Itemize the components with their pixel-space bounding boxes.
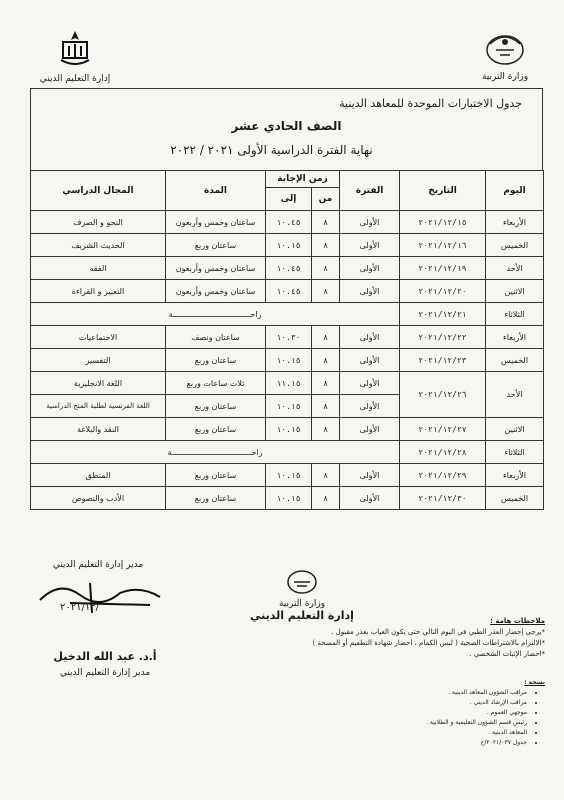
cell-period: الأولى xyxy=(340,418,400,441)
ministry-stamp-icon xyxy=(285,566,319,596)
cell-day: الأربعاء xyxy=(486,464,544,487)
cell-date: ٢٠٢١/١٢/٣٠ xyxy=(400,487,486,510)
cell-subject: التفسير xyxy=(31,349,166,372)
table-row xyxy=(31,234,544,257)
cell-subject: الحديث الشريف xyxy=(31,234,166,257)
cell-to: ١١.١٥ xyxy=(266,372,312,395)
copy-item: • رئيس قسم الشؤون التعليمية و الطلابية . xyxy=(300,718,527,728)
cell-duration: ثلاث ساعات وربع xyxy=(166,372,266,395)
copy-item: • موجهي العموم . xyxy=(300,708,527,718)
cell-period: الأولى xyxy=(340,326,400,349)
term-title: نهاية الفترة الدراسية الأولى ٢٠٢١ / ٢٠٢٢ xyxy=(170,143,373,157)
signature-title-top: مدير إدارة التعليم الديني xyxy=(52,560,144,570)
cell-rest: راحــــــــــــــــــــــــــــــــــة xyxy=(31,441,400,464)
copy-item: • مراقب الشؤون المعاهد الدينية . xyxy=(300,688,527,698)
cell-date: ٢٠٢١/١٢/٢٨ xyxy=(400,441,486,464)
cell-day: الأحد xyxy=(486,372,544,418)
table-row xyxy=(31,211,544,234)
cell-duration: ساعتان وخمس وأربعون xyxy=(166,280,266,303)
cell-duration: ساعتان وخمس وأربعون xyxy=(166,211,266,234)
copy-item: • المعاهد الدينية . xyxy=(300,728,527,738)
cell-to: ١٠.١٥ xyxy=(266,464,312,487)
table-row-rest xyxy=(31,303,544,326)
cell-subject: المنطق xyxy=(31,464,166,487)
cell-subject: اللغة الانجليزية xyxy=(31,372,166,395)
official-stamp xyxy=(242,566,362,622)
ministry-emblem-icon xyxy=(482,28,528,68)
cell-period: الأولى xyxy=(340,257,400,280)
religious-education-logo xyxy=(30,28,120,84)
cell-day: الخميس xyxy=(486,487,544,510)
table-row xyxy=(31,418,544,441)
stamp-line2: إدارة التعليم الديني xyxy=(250,609,354,622)
cell-to: ١٠.١٥ xyxy=(266,418,312,441)
religious-education-emblem-icon xyxy=(55,28,95,70)
cell-period: الأولى xyxy=(340,395,400,418)
cell-date: ٢٠٢١/١٢/٢٦ xyxy=(400,372,486,418)
cell-duration: ساعتان ونصف xyxy=(166,326,266,349)
cell-duration: ساعتان وربع xyxy=(166,464,266,487)
ministry-logo xyxy=(470,28,540,82)
cell-duration: ساعتان وربع xyxy=(166,418,266,441)
cell-subject: التعبير و القراءة xyxy=(31,280,166,303)
cell-from: ٨ xyxy=(312,257,340,280)
table-row xyxy=(31,372,544,395)
cell-day: الخميس xyxy=(486,234,544,257)
signature-date: ٢٠٢١/١٢/ xyxy=(60,602,99,613)
cell-period: الأولى xyxy=(340,280,400,303)
cell-day: الثلاثاء xyxy=(486,441,544,464)
cell-to: ١٠.١٥ xyxy=(266,395,312,418)
cell-from: ٨ xyxy=(312,487,340,510)
header-period: الفترة xyxy=(340,171,400,211)
cell-date: ٢٠٢١/١٢/٢١ xyxy=(400,303,486,326)
cell-day: الاثنين xyxy=(486,418,544,441)
copy-item: • جدول ٢٠٢١/٠٣٧/ح xyxy=(300,738,527,748)
table-row xyxy=(31,326,544,349)
cell-date: ٢٠٢١/١٢/٢٣ xyxy=(400,349,486,372)
handwritten-signature-icon xyxy=(30,575,180,620)
table-row xyxy=(31,349,544,372)
cell-from: ٨ xyxy=(312,372,340,395)
table-row xyxy=(31,257,544,280)
cell-to: ١٠.١٥ xyxy=(266,487,312,510)
cell-period: الأولى xyxy=(340,211,400,234)
cell-date: ٢٠٢١/١٢/١٦ xyxy=(400,234,486,257)
copy-item: • مراقب الإرشاد الديني . xyxy=(300,698,527,708)
signatory-title: مدير إدارة التعليم الديني xyxy=(59,668,151,678)
cell-date: ٢٠٢١/١٢/٢٢ xyxy=(400,326,486,349)
cell-from: ٨ xyxy=(312,395,340,418)
cell-subject: اللغة الفرنسية لطلبة المنح الدراسية xyxy=(31,395,166,418)
copies-list xyxy=(300,678,545,748)
note-item: *يرجى إحضار العذر الطبي في اليوم التالي حتى يكون الغياب بعذر مقبول . xyxy=(331,628,545,636)
cell-from: ٨ xyxy=(312,234,340,257)
title-box xyxy=(30,88,543,170)
cell-to: ١٠.١٥ xyxy=(266,349,312,372)
cell-from: ٨ xyxy=(312,280,340,303)
header-date: التاريخ xyxy=(400,171,486,211)
table-row xyxy=(31,280,544,303)
cell-duration: ساعتان وربع xyxy=(166,234,266,257)
cell-period: الأولى xyxy=(340,349,400,372)
cell-date: ٢٠٢١/١٢/١٥ xyxy=(400,211,486,234)
cell-to: ١٠.٤٥ xyxy=(266,257,312,280)
exam-schedule-table xyxy=(30,170,544,510)
cell-period: الأولى xyxy=(340,372,400,395)
cell-day: الاثنين xyxy=(486,280,544,303)
cell-duration: ساعتان وخمس وأربعون xyxy=(166,257,266,280)
cell-day: الأربعاء xyxy=(486,326,544,349)
cell-to: ١٠.٣٠ xyxy=(266,326,312,349)
header-day: اليوم xyxy=(486,171,544,211)
cell-day: الثلاثاء xyxy=(486,303,544,326)
cell-subject: النقد والبلاغة xyxy=(31,418,166,441)
stamp-line1: وزارة التربية xyxy=(278,599,326,609)
header-to: إلى xyxy=(266,188,312,211)
cell-from: ٨ xyxy=(312,326,340,349)
cell-date: ٢٠٢١/١٢/٢٠ xyxy=(400,280,486,303)
cell-rest: راحـــــــــــــــــــــــــــــــــة xyxy=(31,303,400,326)
cell-day: الأحد xyxy=(486,257,544,280)
signatory-name: أ.د. عبد الله الدخيل xyxy=(53,650,157,663)
cell-to: ١٠.٤٥ xyxy=(266,280,312,303)
notes-heading: ملاحظات هامة : xyxy=(490,617,545,625)
cell-from: ٨ xyxy=(312,464,340,487)
left-org-name: إدارة التعليم الديني xyxy=(39,74,111,84)
cell-date: ٢٠٢١/١٢/١٩ xyxy=(400,257,486,280)
table-header-row xyxy=(31,171,544,188)
header-from: من xyxy=(312,188,340,211)
note-item: *احضار الإثبات الشخصي . xyxy=(469,650,545,658)
cell-duration: ساعتان وربع xyxy=(166,395,266,418)
cell-subject: الفقه xyxy=(31,257,166,280)
table-row xyxy=(31,487,544,510)
cell-duration: ساعتان وربع xyxy=(166,349,266,372)
cell-period: الأولى xyxy=(340,464,400,487)
important-notes xyxy=(300,616,545,660)
grade-title: الصف الحادي عشر xyxy=(231,119,342,133)
right-org-name: وزارة التربية xyxy=(481,72,529,82)
cell-period: الأولى xyxy=(340,234,400,257)
table-row xyxy=(31,464,544,487)
cell-date: ٢٠٢١/١٢/٢٧ xyxy=(400,418,486,441)
note-item: *الالتزام بالاشتراطات الصحية ( لبس الكمام ، احضار شهادة التطعيم أو المسحة ) xyxy=(312,639,545,647)
cell-to: ١٠.٤٥ xyxy=(266,211,312,234)
cell-subject: النحو و الصرف xyxy=(31,211,166,234)
header-duration: المدة xyxy=(166,171,266,211)
copies-heading: نسخة : xyxy=(524,679,545,686)
schedule-title: جدول الاختبارات الموحدة للمعاهد الدينية xyxy=(339,97,522,110)
cell-subject: الأدب والنصوص xyxy=(31,487,166,510)
header-time: زمن الإجابة xyxy=(266,171,340,188)
cell-subject: الاجتماعيات xyxy=(31,326,166,349)
cell-day: الأربعاء xyxy=(486,211,544,234)
cell-from: ٨ xyxy=(312,211,340,234)
header-subject: المجال الدراسي xyxy=(31,171,166,211)
cell-from: ٨ xyxy=(312,349,340,372)
cell-from: ٨ xyxy=(312,418,340,441)
cell-date: ٢٠٢١/١٢/٢٩ xyxy=(400,464,486,487)
table-row-rest xyxy=(31,441,544,464)
cell-day: الخميس xyxy=(486,349,544,372)
cell-duration: ساعتان وربع xyxy=(166,487,266,510)
cell-to: ١٠.١٥ xyxy=(266,234,312,257)
cell-period: الأولى xyxy=(340,487,400,510)
